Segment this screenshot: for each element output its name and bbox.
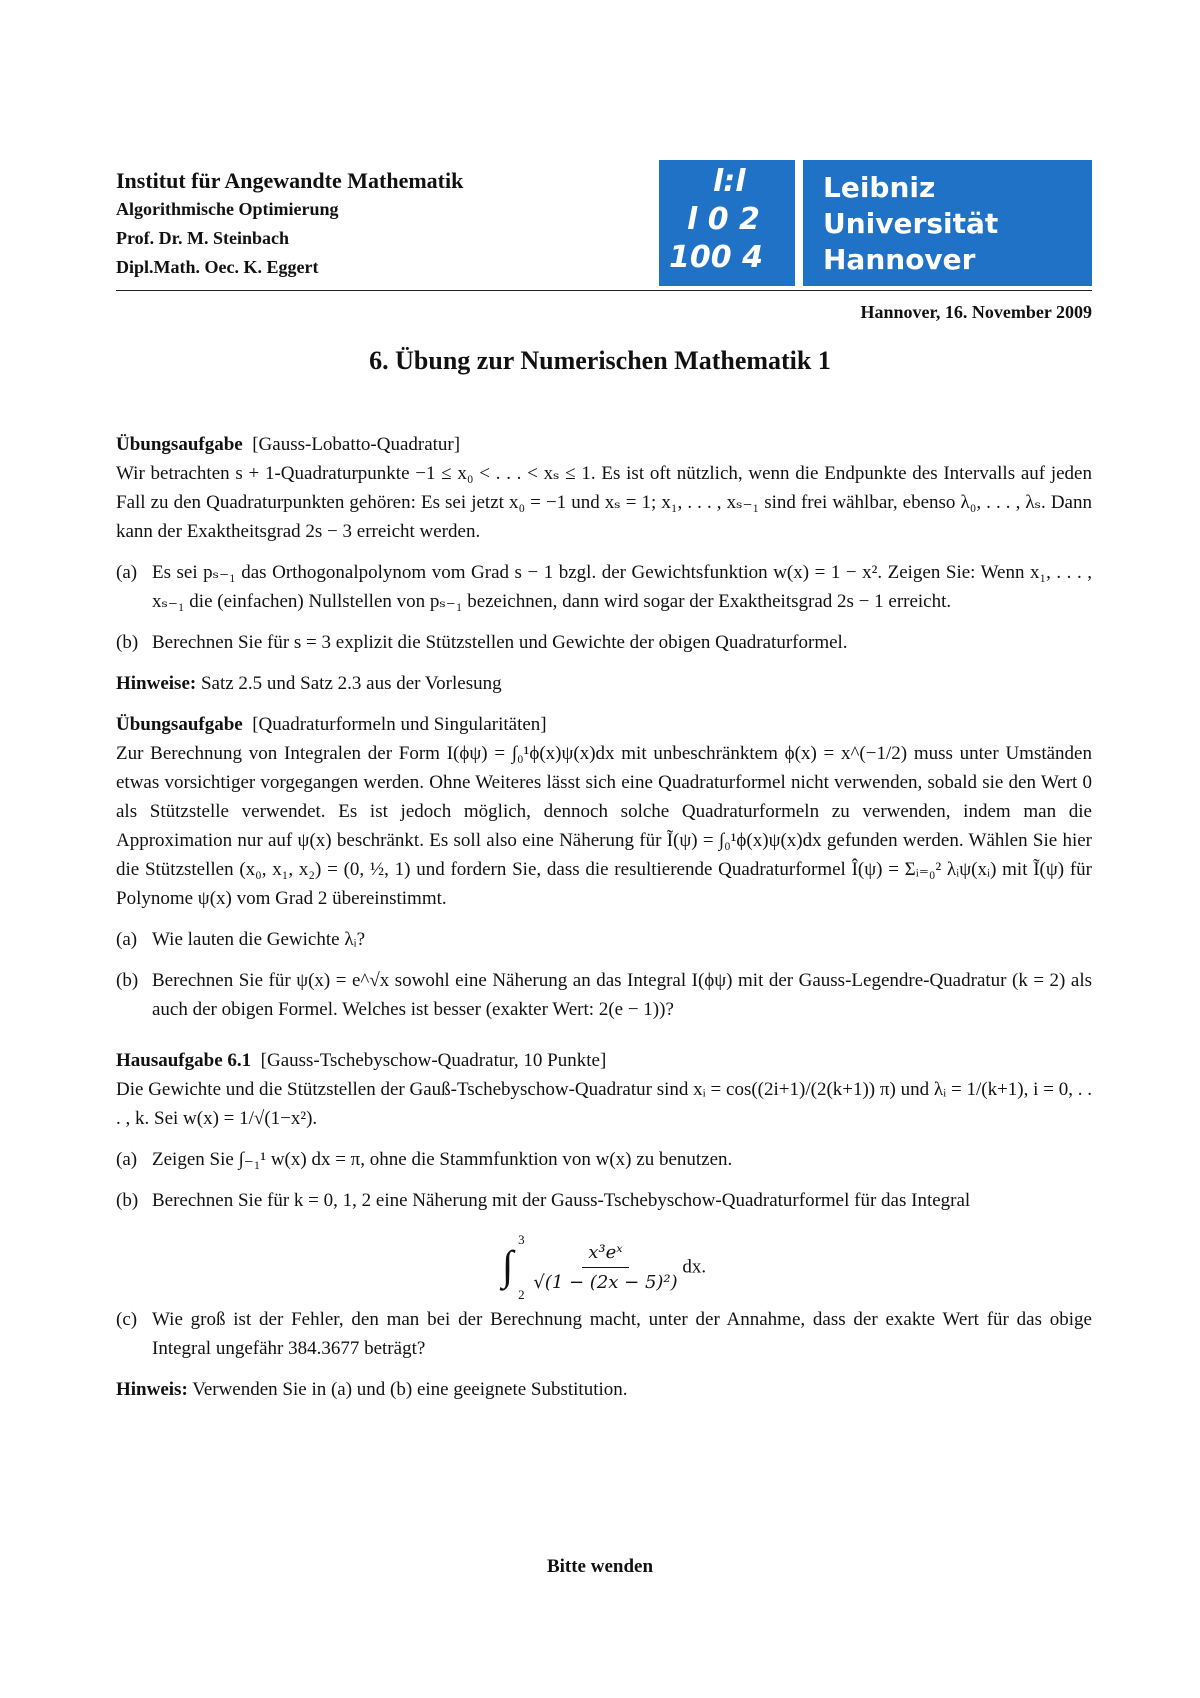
logo-mark-row2: l 0 2: [687, 202, 760, 237]
task3-a-text: Zeigen Sie ∫₋₁¹ w(x) dx = π, ohne die Stammfunktion von w(x) zu benutzen.: [152, 1149, 733, 1170]
task3-part-a: [116, 1145, 1092, 1174]
task2-part-a: [116, 925, 1092, 954]
task1-b-text: Berechnen Sie für s = 3 explizit die Stützstellen und Gewichte der obigen Quadraturformel.: [152, 632, 848, 653]
integral-dx: dx.: [682, 1256, 707, 1278]
logo-mark-row3: 100 4: [669, 240, 763, 275]
task1-label: Übungsaufgabe: [116, 434, 243, 455]
task2-part-b: [116, 966, 1092, 1024]
task3-b-text: Berechnen Sie für k = 0, 1, 2 eine Näherung mit der Gauss-Tschebyschow-Quadraturformel für das Integral: [152, 1190, 971, 1211]
institute-header: [116, 166, 463, 282]
logo-line1: Leibniz: [823, 171, 936, 204]
task3-c-label: (c): [116, 1309, 138, 1330]
task3-topic: [Gauss-Tschebyschow-Quadratur, 10 Punkte]: [260, 1050, 607, 1071]
logo-mark-icon: [659, 160, 795, 286]
integral-upper-limit: 3: [518, 1232, 525, 1247]
task3-a-label: (a): [116, 1149, 138, 1170]
task3-hint-label: Hinweis:: [116, 1379, 188, 1400]
task2-b-text: Berechnen Sie für ψ(x) = e^√x sowohl eine Näherung an das Integral I(ϕψ) mit der Gauss-Legendre-Quadratur (k = 2) als auch der obigen Formel. Welches ist besser (exakter Wert: 2(e − 1))?: [152, 970, 1092, 1020]
task2-heading: [116, 710, 1092, 739]
task2-a-text: Wie lauten die Gewichte λᵢ?: [152, 929, 366, 950]
task1-a-text: Es sei pₛ₋₁ das Orthogonalpolynom vom Grad s − 1 bzgl. der Gewichtsfunktion w(x) = 1 − x². Zeigen Sie: Wenn x₁, . . . , xₛ₋₁ die (einfachen) Nullstellen von pₛ₋₁ bezeichnen, dann wird sogar der Exaktheitsgrad 2s − 1 erreicht.: [152, 562, 1092, 612]
integral-sign: ∫: [501, 1243, 514, 1290]
task1-heading: [116, 430, 1092, 459]
logo-wordmark: [803, 160, 1092, 286]
task3-label: Hausaufgabe 6.1: [116, 1050, 252, 1071]
assistant-name: Dipl.Math. Oec. K. Eggert: [116, 257, 319, 277]
task1-hint-label: Hinweise:: [116, 673, 197, 694]
task3-hint-text: Verwenden Sie in (a) und (b) eine geeignete Substitution.: [192, 1379, 628, 1400]
task3-c-text: Wie groß ist der Fehler, den man bei der Berechnung macht, unter der Annahme, dass der exakte Wert für das obige Integral ungefähr 384.3677 beträgt?: [152, 1309, 1092, 1359]
task3-part-c: [116, 1305, 1092, 1363]
task1-b-label: (b): [116, 632, 139, 653]
task1-hint-text: Satz 2.5 und Satz 2.3 aus der Vorlesung: [200, 673, 502, 694]
task2-topic: [Quadraturformeln und Singularitäten]: [252, 714, 547, 735]
task1-part-b: [116, 628, 1092, 657]
document-date: Hannover, 16. November 2009: [860, 302, 1092, 322]
task1-a-label: (a): [116, 562, 138, 583]
task1-hint: [116, 669, 1092, 698]
page-title: 6. Übung zur Numerischen Mathematik 1: [369, 346, 831, 375]
university-logo: [659, 160, 1092, 286]
integrand-numerator: x³eˣ: [582, 1238, 628, 1268]
integral-lower-limit: 2: [518, 1287, 525, 1302]
task3-part-b: [116, 1186, 1092, 1215]
task1-topic: [Gauss-Lobatto-Quadratur]: [252, 434, 461, 455]
page-footer: Bitte wenden: [546, 1556, 654, 1577]
task2-a-label: (a): [116, 929, 138, 950]
task3-intro: Die Gewichte und die Stützstellen der Gauß-Tschebyschow-Quadratur sind xᵢ = cos((2i+1)/(2(k+1)) π) und λᵢ = 1/(k+1), i = 0, . . . , k. Sei w(x) = 1/√(1−x²).: [116, 1079, 1092, 1129]
integrand-denominator: √(1 − (2x − 5)²): [533, 1271, 678, 1293]
logo-mark-row1: l:l: [713, 164, 746, 199]
task1-part-a: [116, 558, 1092, 616]
task2-b-label: (b): [116, 970, 139, 991]
institute-name: Institut für Angewandte Mathematik: [116, 168, 464, 193]
document-body: [116, 430, 1092, 1404]
group-name: Algorithmische Optimierung: [116, 199, 339, 219]
task2-label: Übungsaufgabe: [116, 714, 243, 735]
header-divider: [116, 290, 1092, 291]
task3-heading: [116, 1046, 1092, 1075]
logo-line2: Universität: [823, 207, 999, 240]
professor-name: Prof. Dr. M. Steinbach: [116, 228, 289, 248]
task3-b-label: (b): [116, 1190, 139, 1211]
task1-intro: Wir betrachten s + 1-Quadraturpunkte −1 ≤ x₀ < . . . < xₛ ≤ 1. Es ist oft nützlich, wenn die Endpunkte des Intervalls auf jeden Fall zu den Quadraturpunkten gehören: Es sei jetzt x₀ = −1 und xₛ = 1; x₁, . . . , xₛ₋₁ sind frei wählbar, ebenso λ₀, . . . , λₛ. Dann kann der Exaktheitsgrad 2s − 3 erreicht werden.: [116, 463, 1092, 542]
integral-formula: [116, 1225, 1092, 1302]
task3-hint: [116, 1375, 1092, 1404]
integral-integrand: [533, 1238, 677, 1297]
task2-intro: Zur Berechnung von Integralen der Form I(ϕψ) = ∫₀¹ϕ(x)ψ(x)dx mit unbeschränktem ϕ(x) = x^(−1/2) muss unter Umständen etwas vorsichtiger vorgegangen werden. Ohne Weiteres lässt sich eine Quadraturformel nicht verwenden, sobald sie den Wert 0 als Stützstelle verwendet. Es ist jedoch möglich, dennoch solche Quadraturformeln zu verwenden, indem man die Approximation nur auf ψ(x) beschränkt. Es soll also eine Näherung für Ĩ(ψ) = ∫₀¹ϕ(x)ψ(x)dx gefunden werden. Wählen Sie hier die Stützstellen (x₀, x₁, x₂) = (0, ½, 1) und fordern Sie, dass die resultierende Quadraturformel Î(ψ) = Σᵢ₌₀² λᵢψ(xᵢ) mit Ĩ(ψ) für Polynome ψ(x) vom Grad 2 übereinstimmt.: [116, 743, 1092, 909]
logo-line3: Hannover: [823, 243, 976, 276]
